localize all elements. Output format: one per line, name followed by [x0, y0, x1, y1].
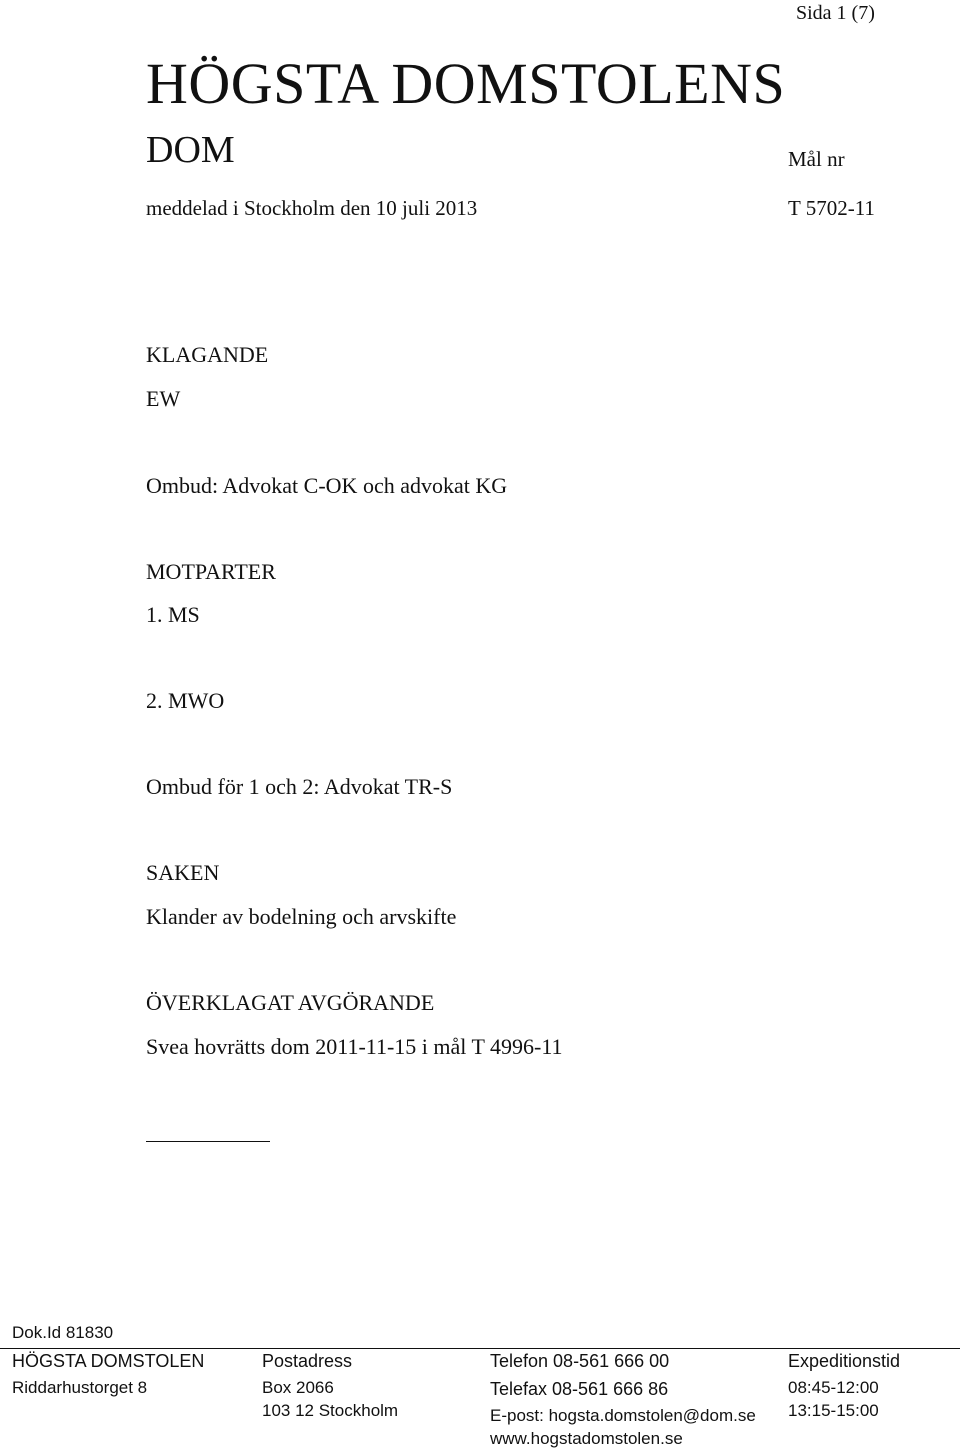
respondent-2: 2. MWO [146, 688, 225, 713]
page-number: Sida 1 (7) [796, 2, 875, 24]
document-id: Dok.Id 81830 [12, 1323, 114, 1342]
appealed-decision-heading: ÖVERKLAGAT AVGÖRANDE [146, 990, 435, 1015]
respondents-heading: MOTPARTER [146, 559, 276, 584]
footer-court-name: HÖGSTA DOMSTOLEN [12, 1351, 205, 1371]
footer-website: www.hogstadomstolen.se [490, 1429, 683, 1448]
matter-heading: SAKEN [146, 860, 220, 885]
case-number-label: Mål nr [788, 147, 845, 171]
footer-visiting-address: Riddarhustorget 8 [12, 1378, 148, 1397]
respondents-counsel: Ombud för 1 och 2: Advokat TR-S [146, 774, 453, 799]
document-type: DOM [146, 129, 235, 171]
footer-postal-city: 103 12 Stockholm [262, 1401, 399, 1420]
appellant-heading: KLAGANDE [146, 342, 269, 367]
footer-office-hours-afternoon: 13:15-15:00 [788, 1401, 879, 1420]
footer-postal-box: Box 2066 [262, 1378, 334, 1397]
respondent-1: 1. MS [146, 602, 200, 627]
appellant-counsel: Ombud: Advokat C-OK och advokat KG [146, 473, 508, 498]
footer-fax: Telefax 08-561 666 86 [490, 1379, 669, 1399]
appellant-name: EW [146, 386, 181, 411]
case-number: T 5702-11 [788, 196, 875, 220]
section-divider [146, 1141, 270, 1142]
court-name: HÖGSTA DOMSTOLENS [146, 51, 786, 116]
issued-date: meddelad i Stockholm den 10 juli 2013 [146, 196, 478, 220]
footer-phone: Telefon 08-561 666 00 [490, 1351, 670, 1371]
appealed-decision-text: Svea hovrätts dom 2011-11-15 i mål T 4996-11 [146, 1034, 563, 1059]
footer-divider [0, 1348, 960, 1349]
footer-office-hours-morning: 08:45-12:00 [788, 1378, 879, 1397]
footer-email: E-post: hogsta.domstolen@dom.se [490, 1406, 756, 1425]
matter-text: Klander av bodelning och arvskifte [146, 904, 457, 929]
footer-office-hours-heading: Expeditionstid [788, 1351, 901, 1371]
footer-postal-heading: Postadress [262, 1351, 353, 1371]
